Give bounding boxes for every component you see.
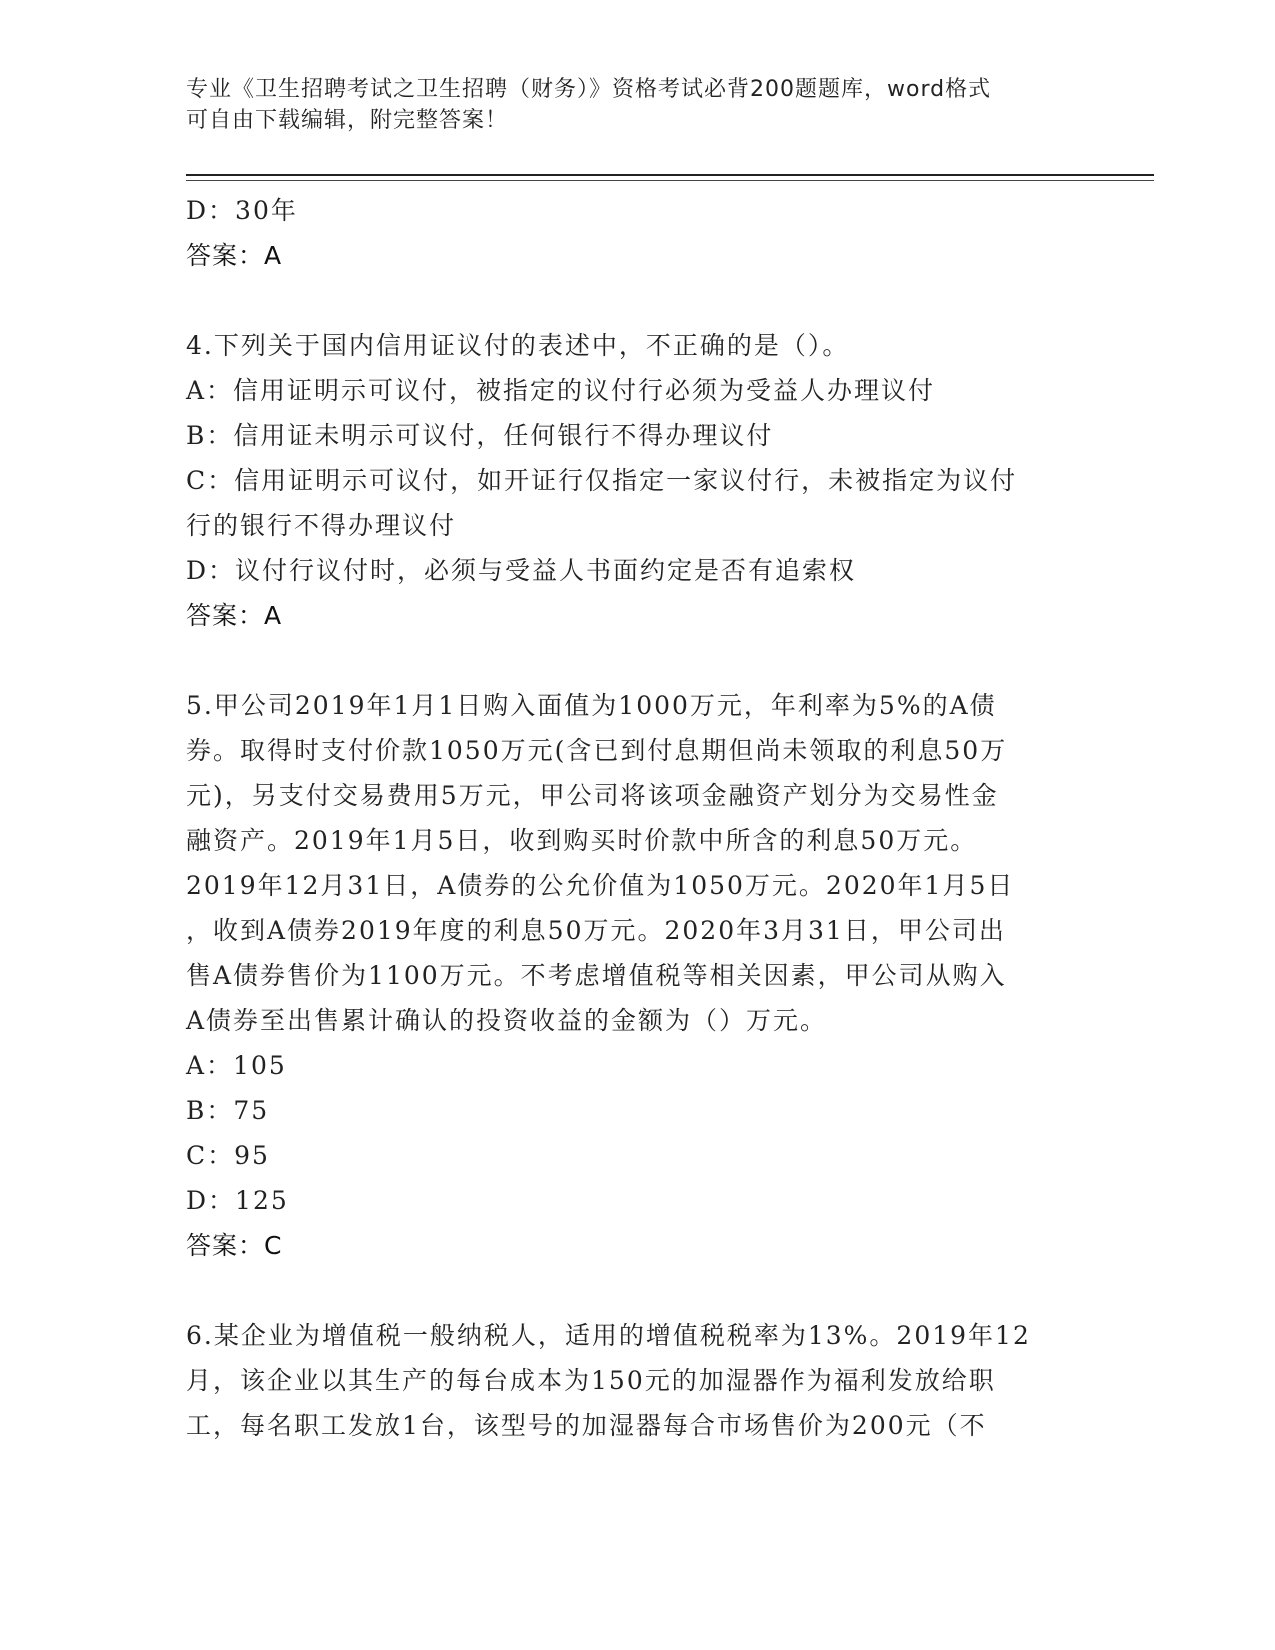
q5-answer: 答案：C [186,1231,283,1260]
q5-option-a: A：105 [186,1051,287,1080]
q3-option-d: D：30年 [186,196,298,225]
q6-stem-line-2: 月，该企业以其生产的每台成本为150元的加湿器作为福利发放给职 [186,1366,996,1395]
q5-stem-line-7: 售A债券售价为1100万元。不考虑增值税等相关因素，甲公司从购入 [186,961,1007,990]
question-content [186,188,1086,1448]
header-title-line-2: 可自由下载编辑，附完整答案！ [186,108,509,133]
q5-stem-line-4: 融资产。2019年1月5日，收到购买时价款中所含的利息50万元。 [186,826,978,855]
q5-option-d: D：125 [186,1186,289,1215]
q4-option-d: D：议付行议付时，必须与受益人书面约定是否有追索权 [186,556,857,585]
q4-option-c-line-1: C：信用证明示可议付，如开证行仅指定一家议付行，未被指定为议付 [186,466,1018,495]
q4-answer: 答案：A [186,601,283,630]
q5-stem-line-3: 元)，另支付交易费用5万元，甲公司将该项金融资产划分为交易性金 [186,781,999,810]
page-header [186,74,1066,136]
q4-option-b: B：信用证未明示可议付，任何银行不得办理议付 [186,421,774,450]
header-title-line-1: 专业《卫生招聘考试之卫生招聘（财务）》资格考试必背200题题库，word格式 [186,77,992,102]
q6-stem-line-1: 6.某企业为增值税一般纳税人，适用的增值税税率为13%。2019年12 [186,1321,1031,1350]
q5-stem-line-8: A债券至出售累计确认的投资收益的金额为（）万元。 [186,1006,828,1035]
q5-stem-line-6: ，收到A债券2019年度的利息50万元。2020年3月31日，甲公司出 [186,916,1006,945]
spacer [186,278,1086,323]
spacer [186,1268,1086,1313]
q3-answer: 答案：A [186,241,283,270]
q5-stem-line-5: 2019年12月31日，A债券的公允价值为1050万元。2020年1月5日 [186,871,1015,900]
q5-stem-line-1: 5.甲公司2019年1月1日购入面值为1000万元，年利率为5%的A债 [186,691,997,720]
q4-option-c-line-2: 行的银行不得办理议付 [186,511,457,540]
q6-stem-line-3: 工，每名职工发放1台，该型号的加湿器每合市场售价为200元（不 [186,1411,987,1440]
q5-stem-line-2: 券。取得时支付价款1050万元(含已到付息期但尚未领取的利息50万 [186,736,1008,765]
q4-stem: 4.下列关于国内信用证议付的表述中，不正确的是（）。 [186,331,850,360]
spacer [186,638,1086,683]
header-divider-thin [186,180,1154,181]
q5-option-b: B：75 [186,1096,270,1125]
header-divider-thick [186,174,1154,176]
q5-option-c: C：95 [186,1141,270,1170]
q4-option-a: A：信用证明示可议付，被指定的议付行必须为受益人办理议付 [186,376,936,405]
